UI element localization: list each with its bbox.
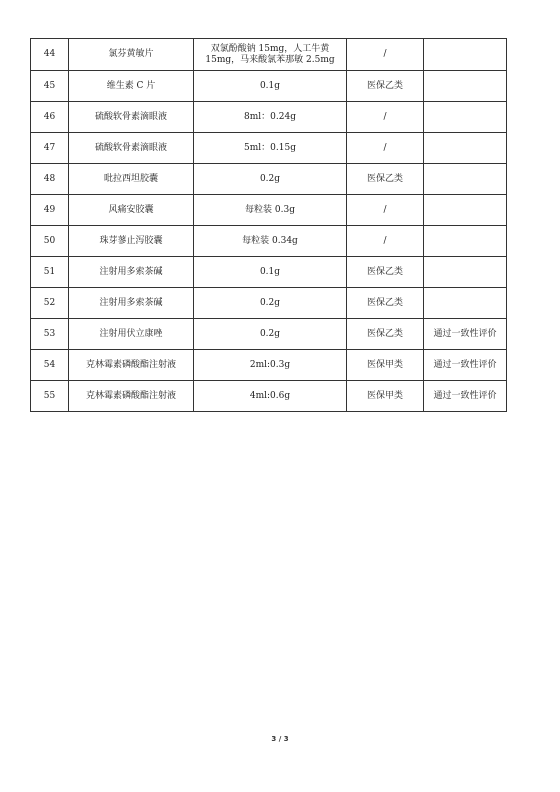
cell-note bbox=[424, 226, 507, 257]
cell-no: 54 bbox=[31, 350, 69, 381]
cell-no: 51 bbox=[31, 257, 69, 288]
cell-note bbox=[424, 164, 507, 195]
cell-spec: 双氯酚酸钠 15mg，人工牛黄 15mg，马来酸氯苯那敏 2.5mg bbox=[194, 39, 347, 71]
cell-name: 维生素 C 片 bbox=[69, 71, 194, 102]
cell-insurance: 医保甲类 bbox=[347, 350, 424, 381]
cell-no: 44 bbox=[31, 39, 69, 71]
cell-note: 通过一致性评价 bbox=[424, 381, 507, 412]
cell-spec: 0.2g bbox=[194, 164, 347, 195]
cell-no: 46 bbox=[31, 102, 69, 133]
cell-insurance: 医保乙类 bbox=[347, 164, 424, 195]
cell-spec: 0.2g bbox=[194, 319, 347, 350]
cell-name: 硫酸软骨素滴眼液 bbox=[69, 133, 194, 164]
cell-spec: 2ml:0.3g bbox=[194, 350, 347, 381]
cell-note: 通过一致性评价 bbox=[424, 319, 507, 350]
table-row bbox=[31, 164, 507, 195]
cell-spec: 0.1g bbox=[194, 71, 347, 102]
cell-note bbox=[424, 288, 507, 319]
table-row bbox=[31, 71, 507, 102]
cell-no: 53 bbox=[31, 319, 69, 350]
table-row bbox=[31, 195, 507, 226]
table-row bbox=[31, 133, 507, 164]
table-row bbox=[31, 381, 507, 412]
cell-insurance: 医保甲类 bbox=[347, 381, 424, 412]
cell-name: 克林霉素磷酸酯注射液 bbox=[69, 381, 194, 412]
drug-table bbox=[30, 38, 507, 412]
cell-spec: 0.1g bbox=[194, 257, 347, 288]
table-row bbox=[31, 288, 507, 319]
cell-insurance: 医保乙类 bbox=[347, 71, 424, 102]
table-row bbox=[31, 102, 507, 133]
cell-no: 45 bbox=[31, 71, 69, 102]
cell-spec: 8ml：0.24g bbox=[194, 102, 347, 133]
page-number: 3 / 3 bbox=[271, 735, 289, 743]
table-row bbox=[31, 226, 507, 257]
cell-no: 52 bbox=[31, 288, 69, 319]
table-row bbox=[31, 350, 507, 381]
cell-no: 49 bbox=[31, 195, 69, 226]
cell-spec: 4ml:0.6g bbox=[194, 381, 347, 412]
cell-note bbox=[424, 71, 507, 102]
table-row bbox=[31, 257, 507, 288]
cell-insurance: / bbox=[347, 133, 424, 164]
cell-no: 50 bbox=[31, 226, 69, 257]
cell-name: 硫酸软骨素滴眼液 bbox=[69, 102, 194, 133]
cell-no: 55 bbox=[31, 381, 69, 412]
cell-insurance: / bbox=[347, 39, 424, 71]
cell-name: 氯芬黄敏片 bbox=[69, 39, 194, 71]
cell-insurance: 医保乙类 bbox=[347, 319, 424, 350]
cell-note bbox=[424, 102, 507, 133]
cell-name: 珠芽蓼止泻胶囊 bbox=[69, 226, 194, 257]
cell-no: 48 bbox=[31, 164, 69, 195]
cell-note: 通过一致性评价 bbox=[424, 350, 507, 381]
cell-name: 吡拉西坦胶囊 bbox=[69, 164, 194, 195]
cell-insurance: / bbox=[347, 102, 424, 133]
cell-name: 注射用伏立康唑 bbox=[69, 319, 194, 350]
cell-spec: 每粒装 0.34g bbox=[194, 226, 347, 257]
cell-spec: 每粒装 0.3g bbox=[194, 195, 347, 226]
cell-insurance: / bbox=[347, 226, 424, 257]
cell-name: 克林霉素磷酸酯注射液 bbox=[69, 350, 194, 381]
cell-no: 47 bbox=[31, 133, 69, 164]
table-row bbox=[31, 319, 507, 350]
cell-note bbox=[424, 195, 507, 226]
cell-note bbox=[424, 39, 507, 71]
cell-note bbox=[424, 133, 507, 164]
cell-name: 注射用多索茶碱 bbox=[69, 257, 194, 288]
cell-spec: 0.2g bbox=[194, 288, 347, 319]
table-row bbox=[31, 39, 507, 71]
cell-spec: 5ml：0.15g bbox=[194, 133, 347, 164]
cell-insurance: / bbox=[347, 195, 424, 226]
cell-note bbox=[424, 257, 507, 288]
cell-name: 风痛安胶囊 bbox=[69, 195, 194, 226]
cell-insurance: 医保乙类 bbox=[347, 257, 424, 288]
cell-name: 注射用多索茶碱 bbox=[69, 288, 194, 319]
cell-insurance: 医保乙类 bbox=[347, 288, 424, 319]
